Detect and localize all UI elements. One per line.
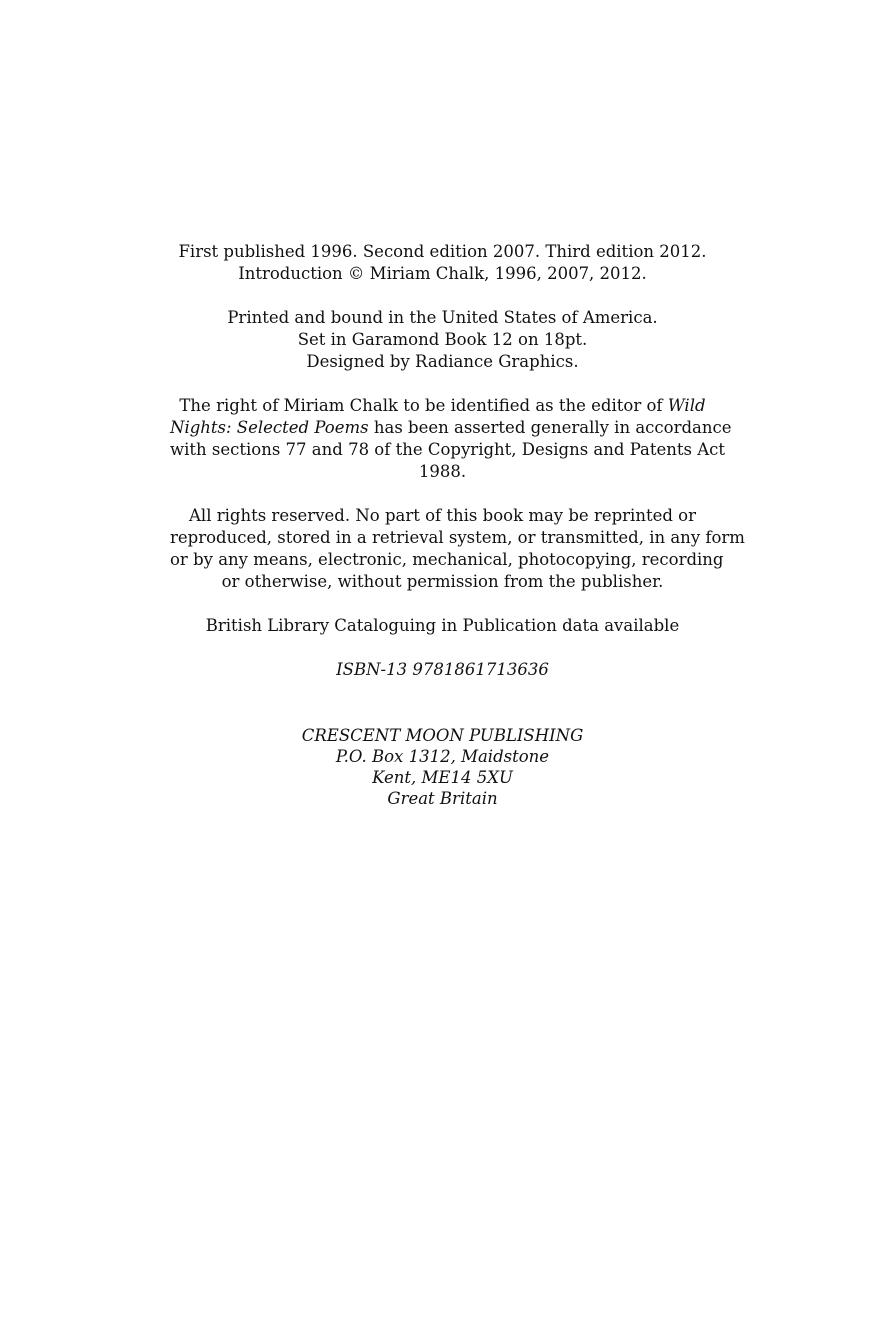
introduction-copyright: Introduction © Miriam Chalk, 1996, 2007, 2012. [238, 264, 647, 283]
publisher-address-line-1: P.O. Box 1312, Maidstone [335, 747, 550, 766]
publisher-country: Great Britain [387, 789, 498, 808]
design-credit: Designed by Radiance Graphics. [306, 352, 579, 371]
isbn-statement [170, 659, 715, 681]
rights-reserved-line-1: All rights reserved. No part of this book may be reprinted or [189, 506, 696, 525]
cataloguing-statement [170, 615, 715, 637]
cataloguing-text: British Library Cataloguing in Publication data available [205, 616, 680, 635]
moral-rights-statement [170, 395, 732, 483]
printing-location: Printed and bound in the United States of America. [227, 308, 658, 327]
rights-reserved-line-4: or otherwise, without permission from the publisher. [221, 572, 664, 591]
copyright-text-block [170, 241, 745, 831]
typeface-info: Set in Garamond Book 12 on 18pt. [297, 330, 588, 349]
rights-reserved-line-3: or by any means, electronic, mechanical, photocopying, recording [170, 550, 724, 569]
moral-rights-line-4: 1988. [418, 462, 467, 481]
moral-rights-text-2: has been asserted generally in accordance [368, 418, 732, 437]
moral-rights-text-1: The right of Miriam Chalk to be identified as the editor of [179, 396, 668, 415]
isbn-number: ISBN-13 9781861713636 [336, 660, 549, 679]
moral-rights-line-1 [170, 395, 715, 417]
publisher-name: CRESCENT MOON PUBLISHING [301, 726, 584, 745]
rights-reserved-statement [170, 505, 745, 593]
publisher-address [170, 725, 715, 809]
edition-statement [170, 241, 715, 285]
moral-rights-line-2 [170, 417, 732, 439]
book-title-part-1: Wild [667, 396, 706, 415]
publisher-address-line-2: Kent, ME14 5XU [372, 768, 513, 787]
edition-history: First published 1996. Second edition 2007. Third edition 2012. [178, 242, 707, 261]
moral-rights-line-3: with sections 77 and 78 of the Copyright, Designs and Patents Act [170, 440, 726, 459]
book-title-part-2: Nights: Selected Poems [170, 418, 369, 437]
rights-reserved-line-2: reproduced, stored in a retrieval system, or transmitted, in any form [170, 528, 745, 547]
printing-statement [170, 307, 715, 373]
